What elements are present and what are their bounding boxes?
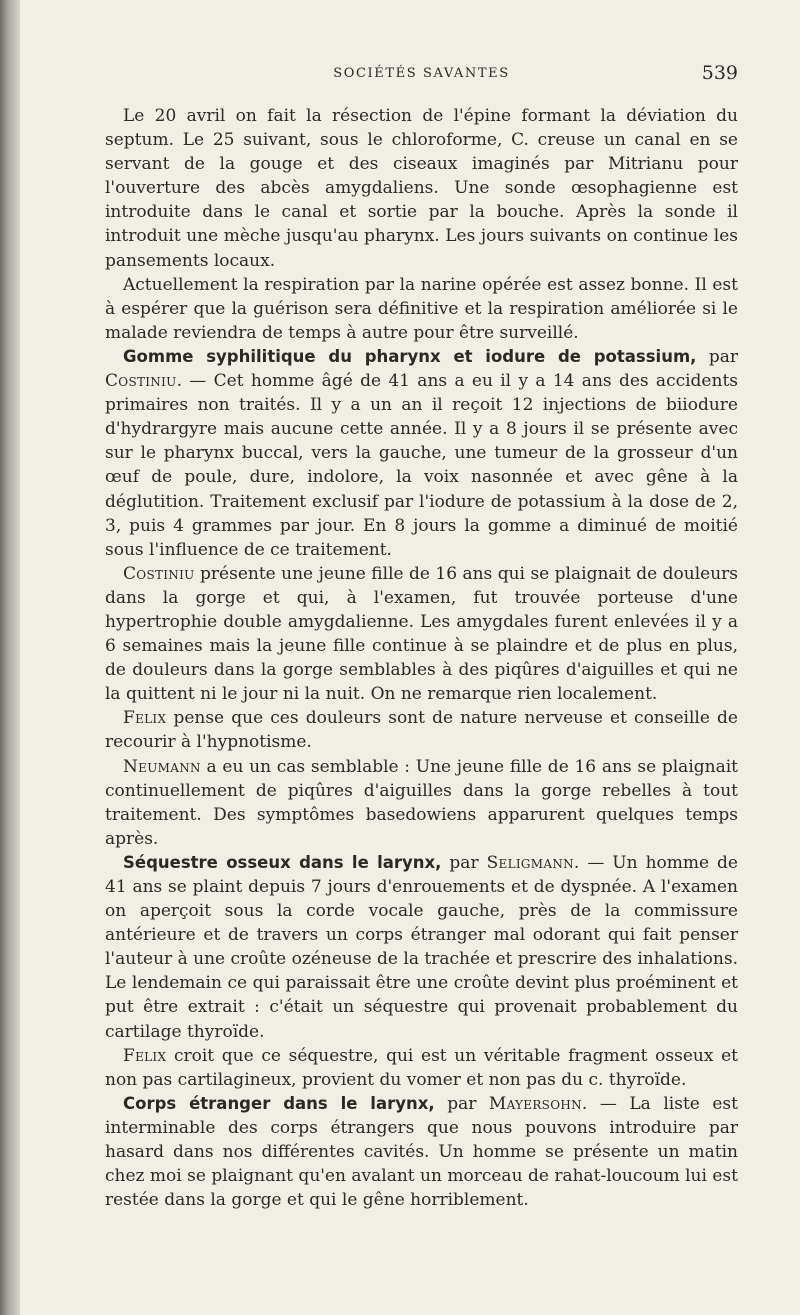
section-heading: Séquestre osseux dans le larynx, — [123, 852, 442, 872]
section-text: . — Un homme de 41 ans se plaint depuis 7 jours d'enrouements et de dyspnée. A l'examen on aperçoit sous la corde vocale gauche, près de la commissure antérieure et de travers un corps étranger mal odorant qui fait penser l'auteur à une croûte ozéneuse de la trachée et prescrire des inhalations. Le lendemain ce qui paraissait être une croûte devint plus proéminent et put être extrait : c'était un séquestre qui provenait probablement du cartilage thyroïde. — [105, 852, 738, 1042]
author-name: Seligmann — [486, 852, 574, 873]
section-heading: Corps étranger dans le larynx, — [123, 1093, 435, 1113]
section-text: . — La liste est interminable des corps étrangers que nous pouvons introduire par hasard dans nos différentes cavités. Un homme se présente un matin chez moi se plaignant qu'en avalant un morceau de rahat-loucoum lui est restée dans la gorge et qui le gêne horriblement. — [105, 1093, 738, 1211]
author-name: Costiniu — [105, 371, 177, 392]
page-binding-edge — [0, 0, 20, 1315]
section-text: . — Cet homme âgé de 41 ans a eu il y a 14 ans des accidents primaires non traités. Il y a un an il reçoit 12 injections de biiodure d'hydrargyre mais aucune cette année. Il y a 8 jours il se présente avec sur le pharynx buccal, vers la gauche, une tumeur de la grosseur d'un œuf de poule, dure, indolore, la voix nasonnée et avec gêne à la déglutition. Traitement exclusif par l'iodure de potassium à la dose de 2, 3, puis 4 grammes par jour. En 8 jours la gomme a diminué de moitié sous l'influence de ce traitement. — [105, 371, 738, 560]
paragraph-text: croit que ce séquestre, qui est un véritable fragment osseux et non pas cartilagineux, provient du vomer et non pas du c. thyroïde. — [105, 1045, 738, 1090]
section-gomme-syphilitique — [105, 345, 738, 562]
by-word: par — [434, 1093, 489, 1114]
author-name: Felix — [123, 708, 167, 729]
section-sequestre-osseux — [105, 851, 738, 1044]
section-corps-etranger — [105, 1092, 738, 1212]
paragraph-costiniu-case — [105, 562, 738, 707]
section-heading: Gomme syphilitique du pharynx et iodure de potassium, — [123, 346, 697, 366]
paragraph-felix-comment — [105, 706, 738, 754]
paragraph-felix-sequestre — [105, 1044, 738, 1092]
page-number: 539 — [701, 62, 738, 84]
paragraph-text: présente une jeune fille de 16 ans qui se plaignait de douleurs dans la gorge et qui, à l'examen, fut trouvée porteuse d'une hypertrophie double amygdalienne. Les amygdales furent enlevées il y a 6 semaines mais la jeune fille continue à se plaindre et de plus en plus, de douleurs dans la gorge semblables à des piqûres d'aiguilles et qui ne la quittent ni le jour ni la nuit. On ne remarque rien localement. — [105, 563, 738, 705]
by-word: par — [441, 852, 487, 873]
paragraph-text: a eu un cas semblable : Une jeune fille de 16 ans se plaignait continuellement de piqûres d'aiguilles dans la gorge rebelles à tout traitement. Des symptômes basedowiens apparurent quelques temps après. — [105, 756, 738, 849]
page-header — [105, 62, 738, 86]
author-name: Neumann — [123, 756, 201, 777]
paragraph-respiration-outcome: Actuellement la respiration par la narine opérée est assez bonne. Il est à espérer que la guérison sera définitive et la respiration améliorée si le malade reviendra de temps à autre pour être surveillé. — [105, 274, 738, 343]
body-text — [105, 104, 738, 1212]
by-word: par — [696, 346, 738, 367]
author-name: Costiniu — [123, 563, 195, 584]
author-name: Mayersohn — [488, 1093, 582, 1114]
author-name: Felix — [123, 1045, 167, 1066]
paragraph-text: pense que ces douleurs sont de nature nerveuse et conseille de recourir à l'hypnotisme. — [105, 708, 738, 753]
paragraph-septum-operation: Le 20 avril on fait la résection de l'épine formant la déviation du septum. Le 25 suivant, sous le chloroforme, C. creuse un canal en se servant de la gouge et des ciseaux imaginés par Mitrianu pour l'ouverture des abcès amygdaliens. Une sonde œsophagienne est introduite dans le canal et sortie par la bouche. Après la sonde il introduit une mèche jusqu'au pharynx. Les jours suivants on continue les pansements locaux. — [105, 106, 738, 271]
running-head: SOCIÉTÉS SAVANTES — [333, 66, 510, 81]
paragraph-neumann-case — [105, 755, 738, 851]
